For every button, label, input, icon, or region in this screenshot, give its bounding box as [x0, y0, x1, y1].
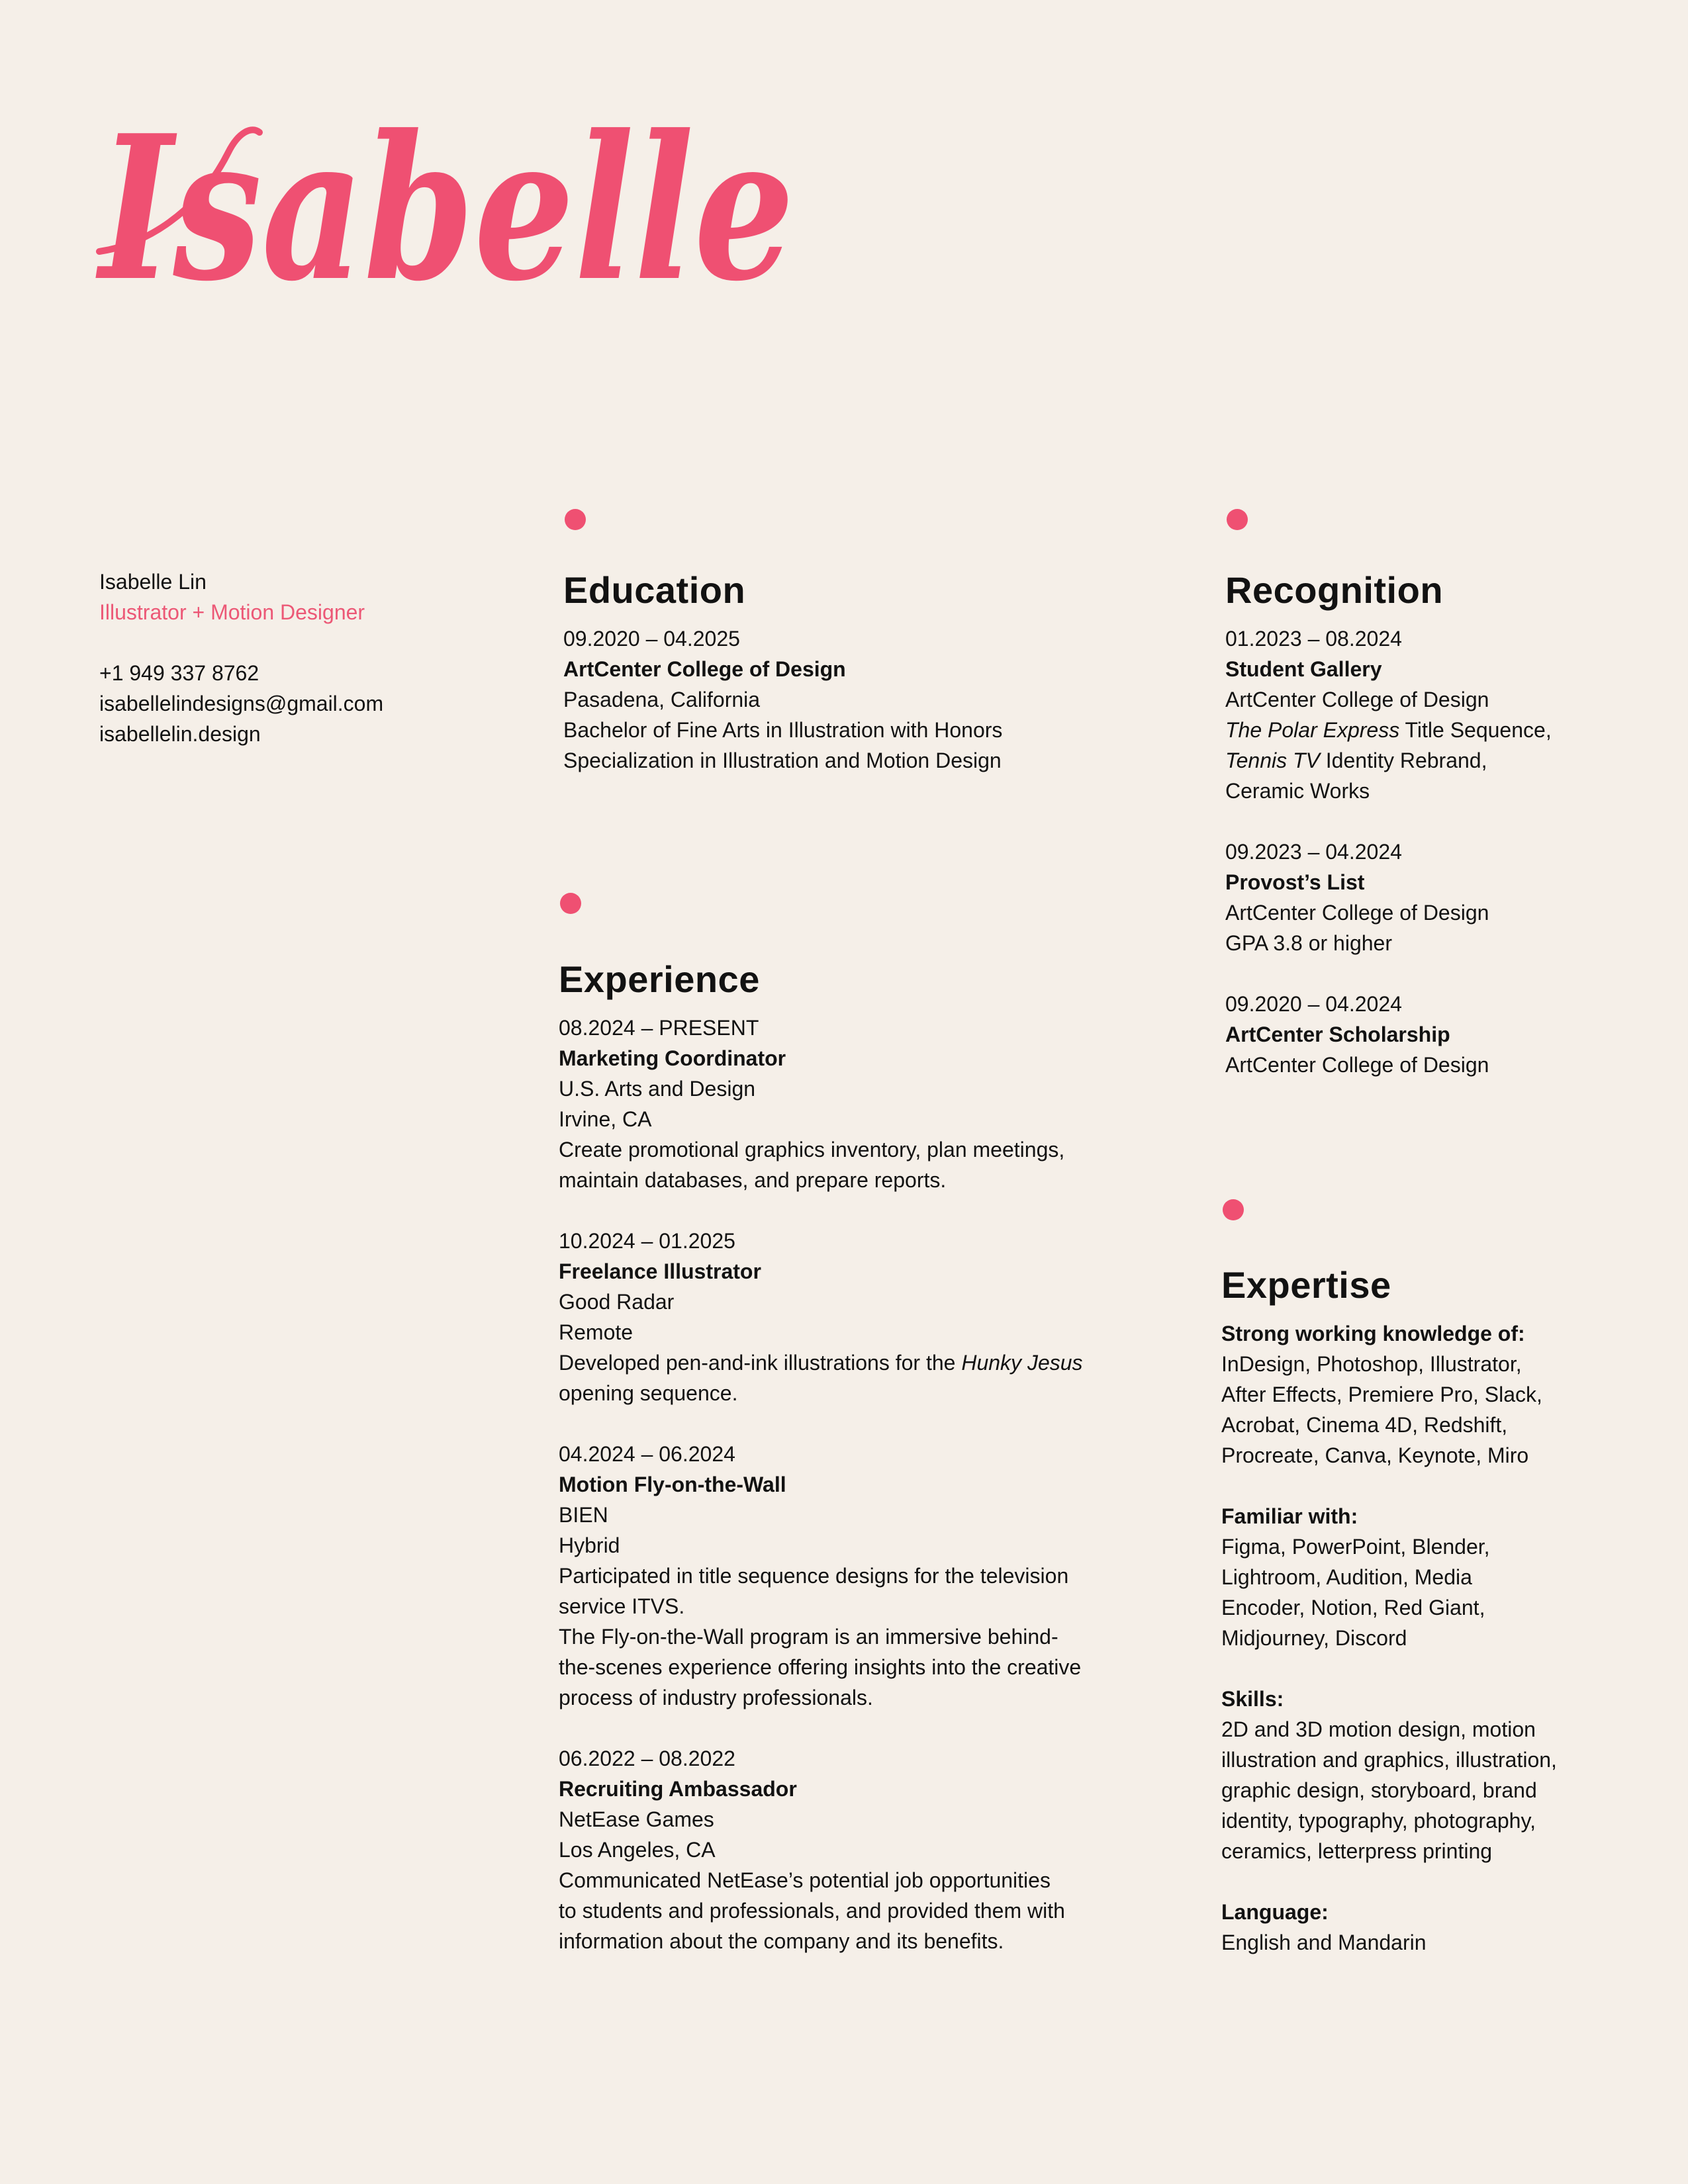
- award-org: ArtCenter College of Design: [1225, 688, 1489, 711]
- job-date: 06.2022 – 08.2022: [559, 1747, 735, 1770]
- education-location: Pasadena, California: [563, 688, 761, 711]
- expertise-line: Midjourney, Discord: [1221, 1626, 1407, 1650]
- experience-section: [559, 958, 1128, 1956]
- award-date: 09.2020 – 04.2024: [1225, 992, 1402, 1016]
- award-note: GPA 3.8 or higher: [1225, 931, 1392, 955]
- job-location: Los Angeles, CA: [559, 1838, 716, 1862]
- job-role: Marketing Coordinator: [559, 1046, 786, 1070]
- expertise-subheading: Language:: [1221, 1900, 1329, 1924]
- contact-role: Illustrator + Motion Designer: [99, 600, 365, 624]
- award-date: 09.2023 – 04.2024: [1225, 840, 1402, 864]
- education-heading: Education: [563, 569, 746, 611]
- expertise-section: [1221, 1264, 1618, 1958]
- award-work: Tennis TV Identity Rebrand,: [1225, 749, 1487, 772]
- award-name: Provost’s List: [1225, 870, 1365, 894]
- job-date: 04.2024 – 06.2024: [559, 1442, 735, 1466]
- award-work: The Polar Express Title Sequence,: [1225, 718, 1552, 742]
- expertise-subheading: Strong working knowledge of:: [1221, 1322, 1525, 1345]
- job-description: maintain databases, and prepare reports.: [559, 1168, 947, 1192]
- job-description: information about the company and its benefits.: [559, 1929, 1004, 1953]
- award-org: ArtCenter College of Design: [1225, 1053, 1489, 1077]
- award-org: ArtCenter College of Design: [1225, 901, 1489, 925]
- education-bullet-dot: [565, 509, 586, 530]
- expertise-subheading: Familiar with:: [1221, 1504, 1358, 1528]
- award-work: Ceramic Works: [1225, 779, 1370, 803]
- education-section: [563, 569, 1106, 776]
- expertise-line: graphic design, storyboard, brand: [1221, 1778, 1537, 1802]
- expertise-line: After Effects, Premiere Pro, Slack,: [1221, 1383, 1542, 1406]
- job-description-italic: Hunky Jesus: [961, 1351, 1083, 1375]
- job-company: U.S. Arts and Design: [559, 1077, 756, 1101]
- recognition-bullet-dot: [1227, 509, 1248, 530]
- job-description: opening sequence.: [559, 1381, 738, 1405]
- job-role: Motion Fly-on-the-Wall: [559, 1473, 786, 1496]
- expertise-heading: Expertise: [1221, 1264, 1391, 1306]
- contact-name: Isabelle Lin: [99, 570, 207, 594]
- education-degree: Bachelor of Fine Arts in Illustration with Honors: [563, 718, 1003, 742]
- expertise-line: Acrobat, Cinema 4D, Redshift,: [1221, 1413, 1508, 1437]
- expertise-line: illustration and graphics, illustration,: [1221, 1748, 1557, 1772]
- award-name: Student Gallery: [1225, 657, 1382, 681]
- expertise-line: English and Mandarin: [1221, 1931, 1427, 1954]
- expertise-line: Lightroom, Audition, Media: [1221, 1565, 1472, 1589]
- expertise-line: InDesign, Photoshop, Illustrator,: [1221, 1352, 1522, 1376]
- job-company: BIEN: [559, 1503, 608, 1527]
- job-description: Participated in title sequence designs for the television: [559, 1564, 1069, 1588]
- job-role: Freelance Illustrator: [559, 1259, 761, 1283]
- expertise-line: Encoder, Notion, Red Giant,: [1221, 1596, 1485, 1619]
- job-description: to students and professionals, and provided them with: [559, 1899, 1065, 1923]
- job-date: 10.2024 – 01.2025: [559, 1229, 735, 1253]
- job-description: Developed pen-and-ink illustrations for the Hunky Jesus: [559, 1351, 1083, 1375]
- expertise-subheading: Skills:: [1221, 1687, 1284, 1711]
- recognition-section: [1225, 569, 1596, 1080]
- contact-phone[interactable]: +1 949 337 8762: [99, 661, 259, 685]
- education-school: ArtCenter College of Design: [563, 657, 846, 681]
- logo-wordmark: [86, 91, 801, 325]
- job-company: NetEase Games: [559, 1807, 714, 1831]
- expertise-bullet-dot: [1223, 1199, 1244, 1220]
- job-description: service ITVS.: [559, 1594, 685, 1618]
- award-name: ArtCenter Scholarship: [1225, 1023, 1450, 1046]
- contact-block: [99, 567, 383, 749]
- education-specialization: Specialization in Illustration and Motion Design: [563, 749, 1002, 772]
- job-location: Irvine, CA: [559, 1107, 652, 1131]
- job-description: Communicated NetEase’s potential job opportunities: [559, 1868, 1051, 1892]
- education-date: 09.2020 – 04.2025: [563, 627, 740, 651]
- logo-text: Isabelle: [94, 91, 794, 325]
- contact-website[interactable]: isabellelin.design: [99, 722, 261, 746]
- job-location: Hybrid: [559, 1533, 620, 1557]
- job-description: The Fly-on-the-Wall program is an immersive behind-: [559, 1625, 1058, 1649]
- job-description: process of industry professionals.: [559, 1686, 873, 1709]
- expertise-line: 2D and 3D motion design, motion: [1221, 1717, 1536, 1741]
- experience-heading: Experience: [559, 958, 760, 1000]
- job-description: Create promotional graphics inventory, plan meetings,: [559, 1138, 1065, 1161]
- job-company: Good Radar: [559, 1290, 675, 1314]
- job-location: Remote: [559, 1320, 633, 1344]
- job-description: the-scenes experience offering insights into the creative: [559, 1655, 1082, 1679]
- job-date: 08.2024 – PRESENT: [559, 1016, 759, 1040]
- contact-email[interactable]: isabellelindesigns@gmail.com: [99, 692, 384, 715]
- expertise-line: Figma, PowerPoint, Blender,: [1221, 1535, 1490, 1559]
- experience-bullet-dot: [560, 893, 581, 914]
- expertise-line: Procreate, Canva, Keynote, Miro: [1221, 1443, 1529, 1467]
- expertise-line: ceramics, letterpress printing: [1221, 1839, 1493, 1863]
- recognition-heading: Recognition: [1225, 569, 1444, 611]
- job-role: Recruiting Ambassador: [559, 1777, 797, 1801]
- expertise-line: identity, typography, photography,: [1221, 1809, 1536, 1833]
- award-date: 01.2023 – 08.2024: [1225, 627, 1402, 651]
